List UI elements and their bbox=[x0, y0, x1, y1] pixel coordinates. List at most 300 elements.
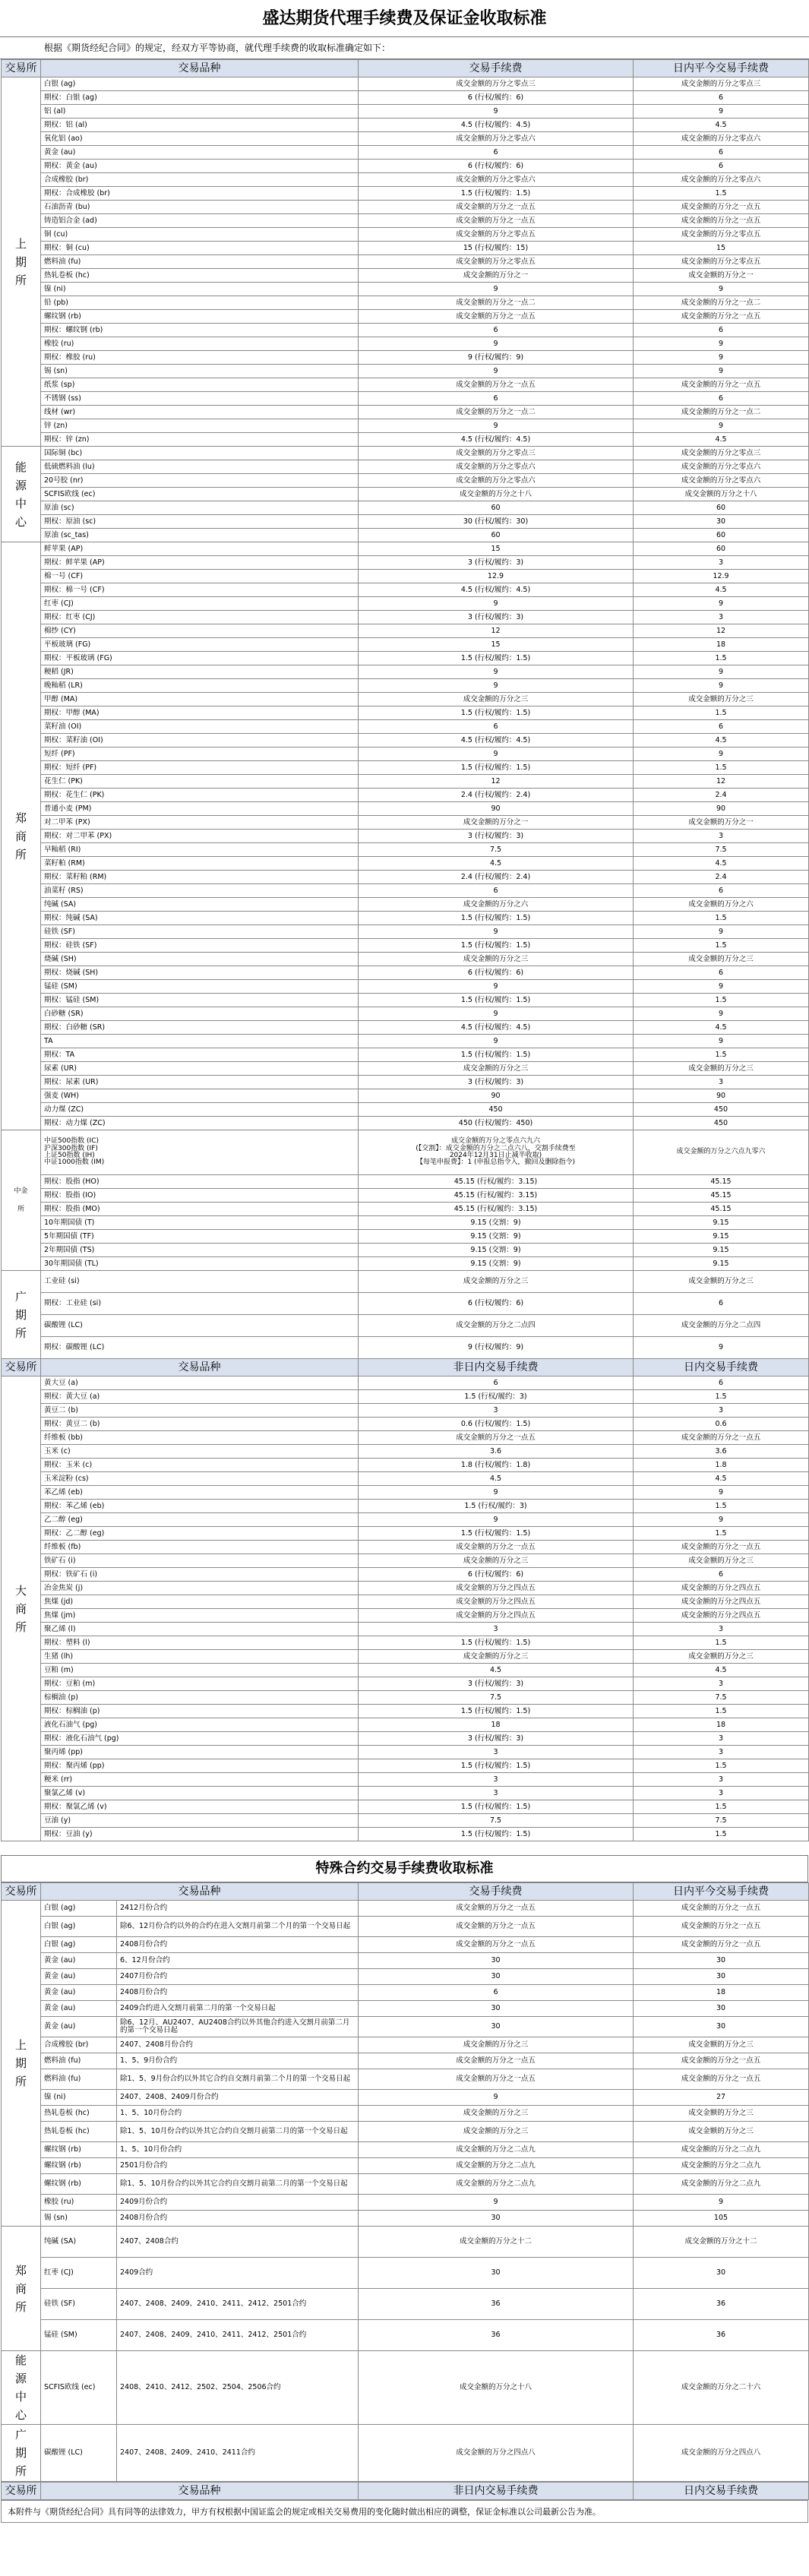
table-row bbox=[2, 529, 809, 542]
exchange-name: 广期所 bbox=[2, 2425, 41, 2482]
intraday-fee-value: 成交金额的万分之十二 bbox=[634, 2227, 809, 2258]
fee-value: 6 bbox=[359, 146, 634, 160]
intraday-fee-value: 4.5 bbox=[634, 857, 809, 871]
intraday-fee-value: 9.15 bbox=[634, 1244, 809, 1257]
fee-value: 36 bbox=[359, 2320, 634, 2351]
fee-value: 6 bbox=[359, 392, 634, 406]
column-header: 交易品种 bbox=[41, 60, 359, 77]
fee-value: 30 bbox=[359, 1969, 634, 1985]
table-row bbox=[2, 1315, 809, 1337]
special-fee-table bbox=[1, 1882, 809, 2482]
table-row bbox=[2, 939, 809, 953]
table-row bbox=[2, 1568, 809, 1582]
fee-value: 1.5 (行权/履约：1.5) bbox=[359, 706, 634, 720]
contract-scope: 1、5、10月份合约 bbox=[117, 2142, 359, 2158]
table-row bbox=[2, 1103, 809, 1117]
intraday-fee-value: 成交金额的万分之四点五 bbox=[634, 1595, 809, 1609]
product-name: 聚乙烯 (l) bbox=[41, 1623, 359, 1636]
table-row bbox=[2, 337, 809, 351]
fee-value: 成交金额的万分之一点五 bbox=[359, 310, 634, 324]
product-name: 期权：棕榈油 (p) bbox=[41, 1705, 359, 1718]
intraday-fee-value: 1.5 bbox=[634, 994, 809, 1007]
table-row bbox=[2, 2174, 809, 2195]
product-name: 期权：工业硅 (si) bbox=[41, 1293, 359, 1315]
contract-scope: 2412月份合约 bbox=[117, 1901, 359, 1917]
fee-value: 9 bbox=[359, 980, 634, 994]
product-name: 豆油 (y) bbox=[41, 1814, 359, 1828]
table-row bbox=[2, 2142, 809, 2158]
fee-value: 9.15 (交割：9) bbox=[359, 1216, 634, 1230]
product-name: 期权：原油 (sc) bbox=[41, 515, 359, 529]
table-row bbox=[2, 2053, 809, 2069]
table-row bbox=[2, 1175, 809, 1189]
table-row bbox=[2, 2351, 809, 2425]
intraday-fee-value: 4.5 bbox=[634, 1664, 809, 1677]
fee-value: 4.5 bbox=[359, 1664, 634, 1677]
fee-value: 6 (行权/履约：6) bbox=[359, 1293, 634, 1315]
intraday-fee-value: 成交金额的万分之零点五 bbox=[634, 228, 809, 242]
table-row bbox=[2, 884, 809, 898]
product-name: 期权：苯乙烯 (eb) bbox=[41, 1500, 359, 1513]
fee-value: 1.5 (行权/履约：1.5) bbox=[359, 187, 634, 201]
fee-value: 成交金额的万分之一点五 bbox=[359, 1901, 634, 1917]
fee-value: 9 bbox=[359, 365, 634, 378]
intraday-fee-value: 60 bbox=[634, 542, 809, 556]
contract-scope: 2407、2408月份合约 bbox=[117, 2037, 359, 2053]
product-name: 菜籽油 (OI) bbox=[41, 720, 359, 734]
product-name: 乙二醇 (eg) bbox=[41, 1513, 359, 1527]
fee-value: 60 bbox=[359, 501, 634, 515]
intraday-fee-value: 9 bbox=[634, 1337, 809, 1359]
fee-value: 成交金额的万分之一点五 bbox=[359, 214, 634, 228]
fee-value: 1.5 (行权/履约：1.5) bbox=[359, 1705, 634, 1718]
fee-value: 成交金额的万分之一 bbox=[359, 269, 634, 283]
table-row bbox=[2, 1117, 809, 1130]
intraday-fee-value: 36 bbox=[634, 2320, 809, 2351]
fee-value: 9 bbox=[359, 925, 634, 939]
table-row bbox=[2, 720, 809, 734]
table-row bbox=[2, 77, 809, 91]
header-row bbox=[2, 60, 809, 77]
product-name: 期权：黄大豆 (a) bbox=[41, 1390, 359, 1404]
product-name: 焦煤 (jd) bbox=[41, 1595, 359, 1609]
product-name: 热轧卷板 (hc) bbox=[41, 269, 359, 283]
fee-value: 1.5 (行权/履约：1.5) bbox=[359, 1828, 634, 1841]
product-name: 期权：聚丙烯 (pp) bbox=[41, 1759, 359, 1773]
table-row bbox=[2, 1953, 809, 1969]
table-row bbox=[2, 638, 809, 652]
intraday-fee-value: 3 bbox=[634, 1746, 809, 1759]
contract-scope: 2407、2408、2409、2410、2411、2412、2501合约 bbox=[117, 2320, 359, 2351]
intraday-fee-value: 成交金额的万分之一 bbox=[634, 816, 809, 830]
intraday-fee-value: 4.5 bbox=[634, 734, 809, 748]
product-name: 黄金 (au) bbox=[41, 1969, 117, 1985]
table-row bbox=[2, 351, 809, 365]
fee-value: 成交金额的万分之一点五 bbox=[359, 201, 634, 214]
product-name: 期权：股指 (IO) bbox=[41, 1189, 359, 1203]
intraday-fee-value: 4.5 bbox=[634, 433, 809, 447]
fee-value: 成交金额的万分之零点六九六 (【交割】：成交金额的万分之二点六八，交割手续费至 2024年12月31日止减半收取) 【每笔申报费】：1 (申报总指令入，撤回及删除指令) bbox=[359, 1130, 634, 1175]
intraday-fee-value: 9.15 bbox=[634, 1257, 809, 1271]
product-name: 期权：尿素 (UR) bbox=[41, 1076, 359, 1089]
fee-value: 6 bbox=[359, 324, 634, 337]
intraday-fee-value: 30 bbox=[634, 2258, 809, 2289]
product-name: 2年期国债 (TS) bbox=[41, 1244, 359, 1257]
table-row bbox=[2, 898, 809, 912]
table-row bbox=[2, 1828, 809, 1841]
product-name: 线材 (wr) bbox=[41, 406, 359, 419]
intraday-fee-value: 成交金额的万分之零点三 bbox=[634, 77, 809, 91]
intraday-fee-value: 成交金额的万分之零点六 bbox=[634, 474, 809, 488]
bottom-header-table bbox=[1, 2482, 809, 2500]
table-row bbox=[2, 105, 809, 119]
fee-value: 1.5 (行权/履约：1.5) bbox=[359, 1800, 634, 1814]
exchange-name: 中金所 bbox=[2, 1130, 41, 1271]
intraday-fee-value: 9 bbox=[634, 1035, 809, 1048]
column-header: 非日内交易手续费 bbox=[359, 1359, 634, 1377]
intraday-fee-value: 4.5 bbox=[634, 119, 809, 132]
fee-value: 30 bbox=[359, 2211, 634, 2227]
table-row bbox=[2, 1787, 809, 1800]
fee-value: 成交金额的万分之四点五 bbox=[359, 1582, 634, 1595]
intraday-fee-value: 9 bbox=[634, 665, 809, 679]
exchange-name: 能源中心 bbox=[2, 2351, 41, 2425]
product-name: 期权：鲜苹果 (AP) bbox=[41, 556, 359, 570]
product-name: 期权：动力煤 (ZC) bbox=[41, 1117, 359, 1130]
fee-value: 30 (行权/履约：30) bbox=[359, 515, 634, 529]
product-name: 纯碱 (SA) bbox=[41, 2227, 117, 2258]
intraday-fee-value: 6 bbox=[634, 146, 809, 160]
product-name: 低硫燃料油 (lu) bbox=[41, 460, 359, 474]
table-row bbox=[2, 570, 809, 583]
fee-value: 60 bbox=[359, 529, 634, 542]
fee-value: 3 bbox=[359, 1623, 634, 1636]
fee-value: 2.4 (行权/履约：2.4) bbox=[359, 789, 634, 802]
product-name: 粳稻 (JR) bbox=[41, 665, 359, 679]
table-row bbox=[2, 119, 809, 132]
product-name: 豆粕 (m) bbox=[41, 1664, 359, 1677]
product-name: 棉纱 (CY) bbox=[41, 624, 359, 638]
product-name: 聚氯乙烯 (v) bbox=[41, 1787, 359, 1800]
fee-value: 1.8 (行权/履约：1.8) bbox=[359, 1459, 634, 1472]
intraday-fee-value: 9 bbox=[634, 105, 809, 119]
intraday-fee-value: 成交金额的万分之一点五 bbox=[634, 1541, 809, 1554]
table-row bbox=[2, 2069, 809, 2090]
intraday-fee-value: 9 bbox=[634, 283, 809, 296]
table-row bbox=[2, 843, 809, 857]
product-name: 强麦 (WH) bbox=[41, 1089, 359, 1103]
product-name: 棕榈油 (p) bbox=[41, 1691, 359, 1705]
intraday-fee-value: 成交金额的万分之三 bbox=[634, 1271, 809, 1293]
intraday-fee-value: 30 bbox=[634, 2017, 809, 2037]
product-name: 烧碱 (SH) bbox=[41, 953, 359, 966]
exchange-name: 上期所 bbox=[2, 77, 41, 447]
product-name: 纤维板 (fb) bbox=[41, 1541, 359, 1554]
intraday-fee-value: 成交金额的万分之四点八 bbox=[634, 2425, 809, 2482]
table-row bbox=[2, 1418, 809, 1431]
fee-value: 0.6 (行权/履约：1.5) bbox=[359, 1418, 634, 1431]
product-name: 螺纹钢 (rb) bbox=[41, 2158, 117, 2174]
table-row bbox=[2, 665, 809, 679]
intraday-fee-value: 1.5 bbox=[634, 1828, 809, 1841]
fee-value: 成交金额的万分之三 bbox=[359, 2037, 634, 2053]
table-row bbox=[2, 994, 809, 1007]
product-name: 锰硅 (SM) bbox=[41, 2320, 117, 2351]
table-row bbox=[2, 1513, 809, 1527]
fee-value: 成交金额的万分之零点三 bbox=[359, 77, 634, 91]
intraday-fee-value: 9 bbox=[634, 1007, 809, 1021]
product-name: 红枣 (CJ) bbox=[41, 597, 359, 611]
fee-value: 成交金额的万分之一点五 bbox=[359, 2069, 634, 2090]
product-name: 白砂糖 (SR) bbox=[41, 1007, 359, 1021]
table-row bbox=[2, 283, 809, 296]
table-row bbox=[2, 966, 809, 980]
column-header: 日内交易手续费 bbox=[634, 2483, 809, 2500]
product-name: 黄金 (au) bbox=[41, 2017, 117, 2037]
product-name: 期权：平板玻璃 (FG) bbox=[41, 652, 359, 665]
product-name: 黄金 (au) bbox=[41, 1953, 117, 1969]
fee-value: 9.15 (交割：9) bbox=[359, 1257, 634, 1271]
contract-scope: 2408月份合约 bbox=[117, 1985, 359, 2001]
table-row bbox=[2, 583, 809, 597]
intraday-fee-value: 成交金额的万分之六点九零六 bbox=[634, 1130, 809, 1175]
table-row bbox=[2, 556, 809, 570]
intraday-fee-value: 6 bbox=[634, 1293, 809, 1315]
product-name: 螺纹钢 (rb) bbox=[41, 310, 359, 324]
intraday-fee-value: 1.5 bbox=[634, 1048, 809, 1062]
intraday-fee-value: 成交金额的万分之零点六 bbox=[634, 173, 809, 187]
contract-scope: 2409合约进入交割月前第二月的第一个交易日起 bbox=[117, 2001, 359, 2017]
fee-value: 成交金额的万分之十八 bbox=[359, 2351, 634, 2425]
fee-value: 成交金额的万分之三 bbox=[359, 2106, 634, 2122]
fee-value: 成交金额的万分之零点六 bbox=[359, 460, 634, 474]
product-name: 期权：锰硅 (SM) bbox=[41, 994, 359, 1007]
table-row bbox=[2, 1650, 809, 1664]
product-name: 白银 (ag) bbox=[41, 1937, 117, 1953]
product-name: 粳米 (rr) bbox=[41, 1773, 359, 1787]
table-row bbox=[2, 2289, 809, 2320]
fee-value: 1.5 (行权/履约：1.5) bbox=[359, 761, 634, 775]
table-row bbox=[2, 406, 809, 419]
table-row bbox=[2, 679, 809, 693]
contract-scope: 2407月份合约 bbox=[117, 1969, 359, 1985]
product-name: 黄大豆 (a) bbox=[41, 1377, 359, 1390]
product-name: 焦煤 (jm) bbox=[41, 1609, 359, 1623]
contract-scope: 2408月份合约 bbox=[117, 2211, 359, 2227]
contract-scope: 1、5、10月份合约 bbox=[117, 2106, 359, 2122]
table-row bbox=[2, 1337, 809, 1359]
table-row bbox=[2, 269, 809, 283]
product-name: 期权：液化石油气 (pg) bbox=[41, 1732, 359, 1746]
product-name: 期权：白砂糖 (SR) bbox=[41, 1021, 359, 1035]
table-row bbox=[2, 1189, 809, 1203]
table-row bbox=[2, 706, 809, 720]
fee-value: 90 bbox=[359, 1089, 634, 1103]
intraday-fee-value: 3 bbox=[634, 830, 809, 843]
table-row bbox=[2, 1062, 809, 1076]
product-name: 期权：黄金 (au) bbox=[41, 160, 359, 173]
table-row bbox=[2, 802, 809, 816]
table-row bbox=[2, 1917, 809, 1937]
fee-value: 9 bbox=[359, 748, 634, 761]
fee-value: 1.5 (行权/履约：1.5) bbox=[359, 994, 634, 1007]
product-name: 原油 (sc_tas) bbox=[41, 529, 359, 542]
intraday-fee-value: 成交金额的万分之一点五 bbox=[634, 201, 809, 214]
intraday-fee-value: 3 bbox=[634, 1076, 809, 1089]
product-name: 普通小麦 (PM) bbox=[41, 802, 359, 816]
product-name: 石油沥青 (bu) bbox=[41, 201, 359, 214]
contract-scope: 除6、12月、AU2407、AU2408合约以外其他合约进入交割月前第二月的第一个交易日起 bbox=[117, 2017, 359, 2037]
fee-value: 9 bbox=[359, 2195, 634, 2211]
product-name: 中证500指数 (IC) 沪深300指数 (IF) 上证50指数 (IH) 中证1000指数 (IM) bbox=[41, 1130, 359, 1175]
intraday-fee-value: 9 bbox=[634, 1486, 809, 1500]
product-name: SCFIS欧线 (ec) bbox=[41, 488, 359, 501]
fee-value: 3 (行权/履约：3) bbox=[359, 830, 634, 843]
intraday-fee-value: 9 bbox=[634, 679, 809, 693]
product-name: 期权：红枣 (CJ) bbox=[41, 611, 359, 624]
table-row bbox=[2, 1773, 809, 1787]
product-name: 硅铁 (SF) bbox=[41, 2289, 117, 2320]
intraday-fee-value: 成交金额的万分之一点五 bbox=[634, 1901, 809, 1917]
product-name: 生猪 (lh) bbox=[41, 1650, 359, 1664]
exchange-name: 上期所 bbox=[2, 1901, 41, 2227]
fee-value: 9 bbox=[359, 1007, 634, 1021]
product-name: 期权：硅铁 (SF) bbox=[41, 939, 359, 953]
intraday-fee-value: 36 bbox=[634, 2289, 809, 2320]
table-row bbox=[2, 1404, 809, 1418]
intraday-fee-value: 9.15 bbox=[634, 1230, 809, 1244]
table-row bbox=[2, 1664, 809, 1677]
product-name: 期权：铁矿石 (i) bbox=[41, 1568, 359, 1582]
intraday-fee-value: 450 bbox=[634, 1117, 809, 1130]
table-row bbox=[2, 392, 809, 406]
table-row bbox=[2, 324, 809, 337]
header-row bbox=[2, 1883, 809, 1901]
product-name: 期权：螺纹钢 (rb) bbox=[41, 324, 359, 337]
fee-value: 成交金额的万分之零点六 bbox=[359, 173, 634, 187]
product-name: 期权：豆粕 (m) bbox=[41, 1677, 359, 1691]
product-name: 黄豆二 (b) bbox=[41, 1404, 359, 1418]
table-row bbox=[2, 1230, 809, 1244]
table-row bbox=[2, 447, 809, 460]
fee-value: 9 bbox=[359, 1035, 634, 1048]
contract-scope: 2409合约 bbox=[117, 2258, 359, 2289]
product-name: 红枣 (CJ) bbox=[41, 2258, 117, 2289]
product-name: 对二甲苯 (PX) bbox=[41, 816, 359, 830]
table-row bbox=[2, 91, 809, 105]
intraday-fee-value: 成交金额的万分之一点五 bbox=[634, 310, 809, 324]
fee-value: 成交金额的万分之一点二 bbox=[359, 406, 634, 419]
product-name: 镍 (ni) bbox=[41, 2090, 117, 2106]
product-name: 期权：菜籽粕 (RM) bbox=[41, 871, 359, 884]
table-row bbox=[2, 1814, 809, 1828]
fee-value: 30 bbox=[359, 2258, 634, 2289]
table-row bbox=[2, 542, 809, 556]
product-name: 铝 (al) bbox=[41, 105, 359, 119]
column-header: 交易手续费 bbox=[359, 60, 634, 77]
table-row bbox=[2, 378, 809, 392]
product-name: 国际铜 (bc) bbox=[41, 447, 359, 460]
table-row bbox=[2, 1677, 809, 1691]
intraday-fee-value: 6 bbox=[634, 884, 809, 898]
fee-value: 4.5 (行权/履约：4.5) bbox=[359, 119, 634, 132]
intraday-fee-value: 6 bbox=[634, 1377, 809, 1390]
fee-value: 6 (行权/履约：6) bbox=[359, 1568, 634, 1582]
intraday-fee-value: 2.4 bbox=[634, 871, 809, 884]
fee-value: 成交金额的万分之六 bbox=[359, 898, 634, 912]
intraday-fee-value: 9 bbox=[634, 1513, 809, 1527]
intraday-fee-value: 18 bbox=[634, 638, 809, 652]
product-name: 橡胶 (ru) bbox=[41, 337, 359, 351]
product-name: 期权：铝 (al) bbox=[41, 119, 359, 132]
intraday-fee-value: 成交金额的万分之二十六 bbox=[634, 2351, 809, 2425]
table-row bbox=[2, 2090, 809, 2106]
intraday-fee-value: 7.5 bbox=[634, 1691, 809, 1705]
table-row bbox=[2, 775, 809, 789]
product-name: 早籼稻 (RI) bbox=[41, 843, 359, 857]
product-name: 期权：乙二醇 (eg) bbox=[41, 1527, 359, 1541]
intraday-fee-value: 成交金额的万分之二点九 bbox=[634, 2158, 809, 2174]
header-row bbox=[2, 2483, 809, 2500]
table-row bbox=[2, 214, 809, 228]
table-row bbox=[2, 2106, 809, 2122]
product-name: 平板玻璃 (FG) bbox=[41, 638, 359, 652]
intraday-fee-value: 1.5 bbox=[634, 1759, 809, 1773]
contract-scope: 2501月份合约 bbox=[117, 2158, 359, 2174]
fee-value: 3 bbox=[359, 1746, 634, 1759]
product-name: 期权：花生仁 (PK) bbox=[41, 789, 359, 802]
product-name: 螺纹钢 (rb) bbox=[41, 2174, 117, 2195]
intraday-fee-value: 90 bbox=[634, 1089, 809, 1103]
product-name: 期权：白银 (ag) bbox=[41, 91, 359, 105]
fee-value: 成交金额的万分之三 bbox=[359, 953, 634, 966]
table-row bbox=[2, 1800, 809, 1814]
table-row bbox=[2, 501, 809, 515]
fee-value: 成交金额的万分之一点五 bbox=[359, 378, 634, 392]
fee-value: 450 bbox=[359, 1103, 634, 1117]
table-row bbox=[2, 789, 809, 802]
fee-value: 18 bbox=[359, 1718, 634, 1732]
product-name: 白银 (ag) bbox=[41, 77, 359, 91]
intraday-fee-value: 成交金额的万分之三 bbox=[634, 693, 809, 706]
intraday-fee-value: 3 bbox=[634, 1404, 809, 1418]
intraday-fee-value: 3 bbox=[634, 556, 809, 570]
fee-value: 12 bbox=[359, 775, 634, 789]
fee-value: 成交金额的万分之三 bbox=[359, 1554, 634, 1568]
intraday-fee-value: 成交金额的万分之一点五 bbox=[634, 1431, 809, 1445]
intraday-fee-value: 450 bbox=[634, 1103, 809, 1117]
product-name: 30年期国债 (TL) bbox=[41, 1257, 359, 1271]
product-name: 期权：甲醇 (MA) bbox=[41, 706, 359, 720]
intraday-fee-value: 30 bbox=[634, 1969, 809, 1985]
product-name: 碳酸锂 (LC) bbox=[41, 2425, 117, 2482]
fee-value: 成交金额的万分之一 bbox=[359, 816, 634, 830]
fee-value: 3 bbox=[359, 1404, 634, 1418]
intraday-fee-value: 成交金额的万分之零点五 bbox=[634, 255, 809, 269]
intraday-fee-value: 9 bbox=[634, 980, 809, 994]
intraday-fee-value: 12 bbox=[634, 624, 809, 638]
table-row bbox=[2, 132, 809, 146]
intraday-fee-value: 3 bbox=[634, 611, 809, 624]
table-row bbox=[2, 693, 809, 706]
contract-scope: 2407、2408合约 bbox=[117, 2227, 359, 2258]
fee-value: 9 bbox=[359, 1513, 634, 1527]
intraday-fee-value: 4.5 bbox=[634, 1021, 809, 1035]
fee-value: 3 (行权/履约：3) bbox=[359, 611, 634, 624]
intraday-fee-value: 成交金额的万分之三 bbox=[634, 1554, 809, 1568]
fee-value: 6 bbox=[359, 1377, 634, 1390]
intraday-fee-value: 9 bbox=[634, 2195, 809, 2211]
